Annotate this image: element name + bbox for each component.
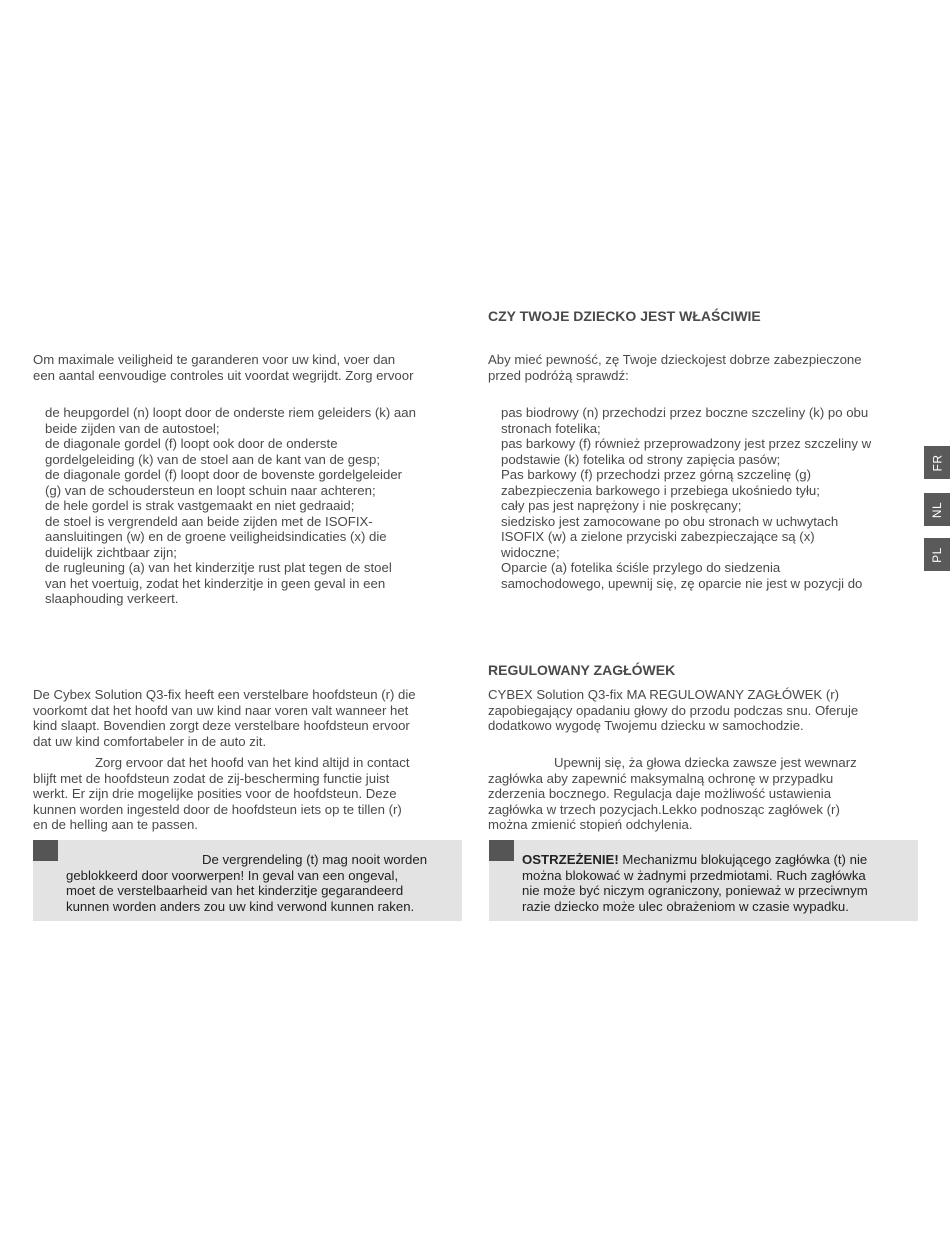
list-item: gordelgeleiding (k) van de stoel aan de kant van de gesp; xyxy=(45,451,381,467)
list-item: de stoel is vergrendeld aan beide zijden met de ISOFIX- xyxy=(45,513,373,529)
list-item: Oparcie (a) fotelika ściśle przylego do siedzenia xyxy=(501,560,781,575)
list-item: widoczne; xyxy=(501,544,560,560)
list-item: stronach fotelika; xyxy=(501,420,601,436)
tab-nl[interactable]: NL xyxy=(924,493,950,526)
list-item: samochodowego, upewnij się, zę oparcie nie jest w pozycji do xyxy=(501,575,863,591)
nl-checklist xyxy=(45,405,416,607)
list-item: ISOFIX (w) a zielone przyciski zabezpieczające są (x) xyxy=(501,529,815,544)
nl-intro: Om maximale veiligheid te garanderen voor uw kind, voer dan een aantal eenvoudige controles uit voordat wegrijdt. Zorg ervoor xyxy=(33,352,414,383)
list-item: van het voertuig, zodat het kinderzitje in geen geval in een xyxy=(45,575,386,591)
warning-icon xyxy=(489,840,514,861)
list-item: pas biodrowy (n) przechodzi przez boczne szczeliny (k) po obu xyxy=(501,405,869,420)
nl-warning-text: De vergrendeling (t) mag nooit worden geblokkeerd door voorwerpen! In geval van een ongeval, moet de verstelbaarheid van het kinderzitje gegarandeerd kunnen worden anders zou uw kind verwond kunnen raken. xyxy=(66,852,428,914)
nl-headrest-text-2: Zorg ervoor dat het hoofd van het kind altijd in contact blijft met de hoofdsteun zodat de zij-bescherming functie juist werkt. Er zijn drie mogelijke posities voor de hoofdsteun. Deze kunnen worden ingesteld door de hoofdsteun iets op te tillen (r) en de helling aan te passen. xyxy=(33,755,410,832)
tab-pl[interactable]: PL xyxy=(924,538,950,571)
nl-headrest-text: De Cybex Solution Q3-fix heeft een verstelbare hoofdsteun (r) die voorkomt dat het hoofd van uw kind naar voren valt wanneer het kind slaapt. Bovendien zorgt deze verstelbare hoofdsteun ervoor dat uw kind comfortabeler in de auto zit. xyxy=(33,687,416,749)
warning-icon xyxy=(33,840,58,861)
tab-fr[interactable]: FR xyxy=(924,446,950,479)
list-item: de diagonale gordel (f) loopt door de bovenste gordelgeleider xyxy=(45,467,403,482)
list-item: de heupgordel (n) loopt door de onderste riem geleiders (k) aan xyxy=(45,405,416,420)
pl-headrest-text: CYBEX Solution Q3-fix MA REGULOWANY ZAGŁÓWEK (r) zapobiegający opadaniu głowy do przodu podczas snu. Oferuje dodatkowo wygodę Twojemu dziecku w samochodzie. xyxy=(488,687,859,733)
list-item: de hele gordel is strak vastgemaakt en niet gedraaid; xyxy=(45,498,355,513)
pl-checklist xyxy=(501,405,871,591)
list-item: duidelijk zichtbaar zijn; xyxy=(45,544,177,560)
list-item: podstawie (k) fotelika od strony zapięcia pasów; xyxy=(501,451,781,467)
pl-warning-text: OSTRZEŻENIE! Mechanizmu blokującego zagłówka (t) nie można blokować w żadnymi przedmiotami. Ruch zagłówka nie może być niczym ograniczony, ponieważ w przeciwnym razie dziecko może ulec obrażeniom w czasie wypadku. xyxy=(522,852,868,914)
list-item: Pas barkowy (f) przechodzi przez górną szczelinę (g) xyxy=(501,467,812,482)
list-item: pas barkowy (f) również przeprowadzony jest przez szczeliny w xyxy=(501,436,872,451)
pl-headrest-text-2: Upewnij się, ża głowa dziecka zawsze jest wewnarz zagłówka aby zapewnić maksymalną ochronę w przypadku zderzenia bocznego. Regulacja daje możliwość ustawienia zagłówka w trzech pozycjach.Lekko podnosząc zagłówek (r) można zmienić stopień odchylenia. xyxy=(488,755,857,832)
list-item: (g) van de schoudersteun en loopt schuin naar achteren; xyxy=(45,482,376,498)
warning-label: OSTRZEŻENIE! xyxy=(522,852,619,867)
list-item: zabezpieczenia barkowego i przebiega ukośniedo tyłu; xyxy=(501,482,820,498)
pl-heading-check: CZY TWOJE DZIECKO JEST WŁAŚCIWIE xyxy=(488,308,761,324)
list-item: de diagonale gordel (f) loopt ook door de onderste xyxy=(45,436,338,451)
list-item: cały pas jest naprężony i nie poskręcany; xyxy=(501,498,742,513)
list-item: de rugleuning (a) van het kinderzitje rust plat tegen de stoel xyxy=(45,560,392,575)
pl-intro: Aby mieć pewność, zę Twoje dzieckojest dobrze zabezpieczone przed podróżą sprawdź: xyxy=(488,352,862,383)
list-item: siedzisko jest zamocowane po obu stronach w uchwytach xyxy=(501,513,839,529)
list-item: beide zijden van de autostoel; xyxy=(45,420,220,436)
list-item: slaaphouding verkeert. xyxy=(45,591,179,606)
pl-heading-headrest: REGULOWANY ZAGŁÓWEK xyxy=(488,662,676,678)
list-item: aansluitingen (w) en de groene veiligheidsindicaties (x) die xyxy=(45,529,387,544)
